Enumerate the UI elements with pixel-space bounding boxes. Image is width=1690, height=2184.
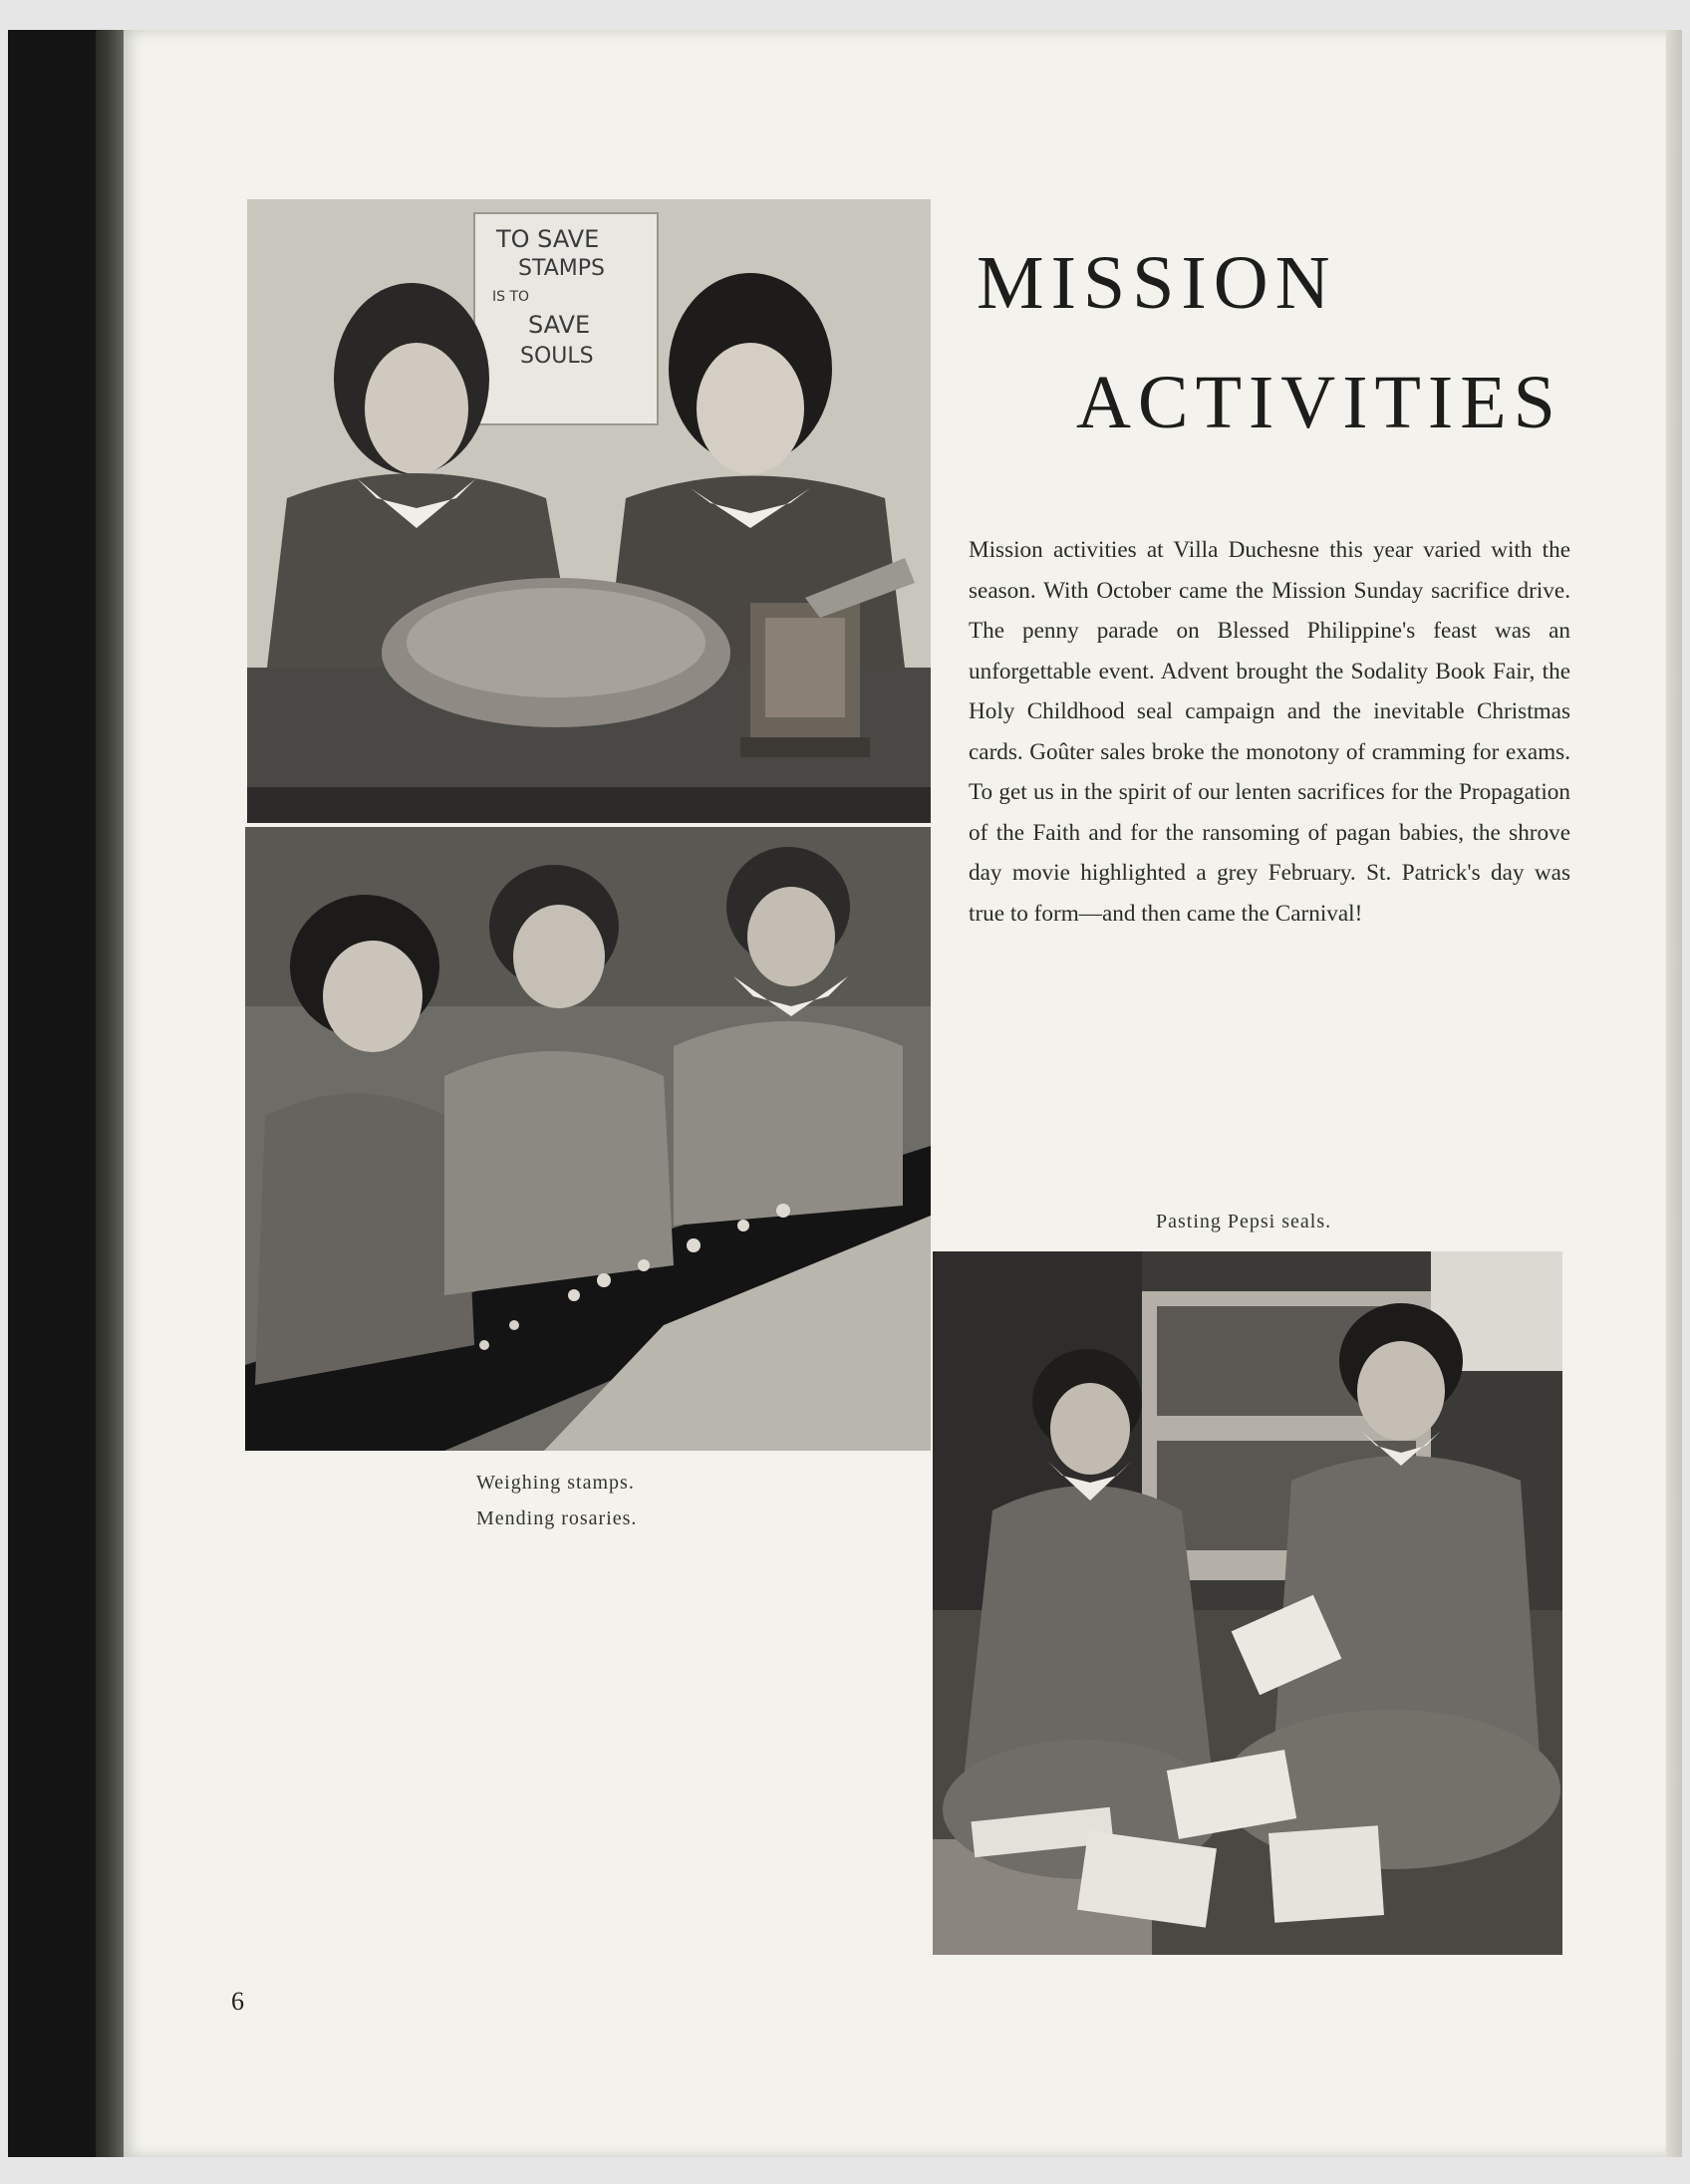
sign-line-4: SAVE: [528, 311, 591, 339]
binding-edge: [96, 30, 126, 2157]
caption-left-photos: [476, 1465, 637, 1536]
body-paragraph: Mission activities at Villa Duchesne this year varied with the season. With October came the Mission Sunday sacrifice drive. The penny parade on Blessed Philippine's feast was an unforgettable event. Advent brought the Sodality Book Fair, the Holy Childhood seal campaign and the inevitable Christmas cards. Goûter sales broke the monotony of cramming for exams. To get us in the spirit of our lenten sacrifices for the Propagation of the Faith and for the ransoming of pagan babies, the shrove day movie highlighted a grey February. St. Patrick's day was true to form—and then came the Carnival!: [969, 537, 1570, 927]
sign-line-5: SOULS: [520, 344, 594, 369]
page-title-line-2: ACTIVITIES: [1076, 361, 1562, 444]
caption-weighing-stamps: Weighing stamps.: [476, 1472, 635, 1494]
caption-pepsi-seals: Pasting Pepsi seals.: [1156, 1211, 1332, 1232]
page-edge: [1666, 30, 1682, 2157]
photo-mending-rosaries: [245, 827, 931, 1451]
sign-line-2: STAMPS: [518, 256, 605, 281]
photo-weighing-stamps: [247, 199, 931, 823]
sign-card: [474, 213, 658, 424]
book-binding: [8, 30, 96, 2157]
sign-line-1: TO SAVE: [496, 225, 600, 253]
caption-mending-rosaries: Mending rosaries.: [476, 1507, 638, 1529]
photo-pasting-pepsi-seals: [933, 1251, 1562, 1955]
sign-line-3: IS TO: [492, 289, 530, 305]
page-title-line-1: MISSION: [977, 241, 1337, 325]
page-number: 6: [231, 1987, 244, 2016]
